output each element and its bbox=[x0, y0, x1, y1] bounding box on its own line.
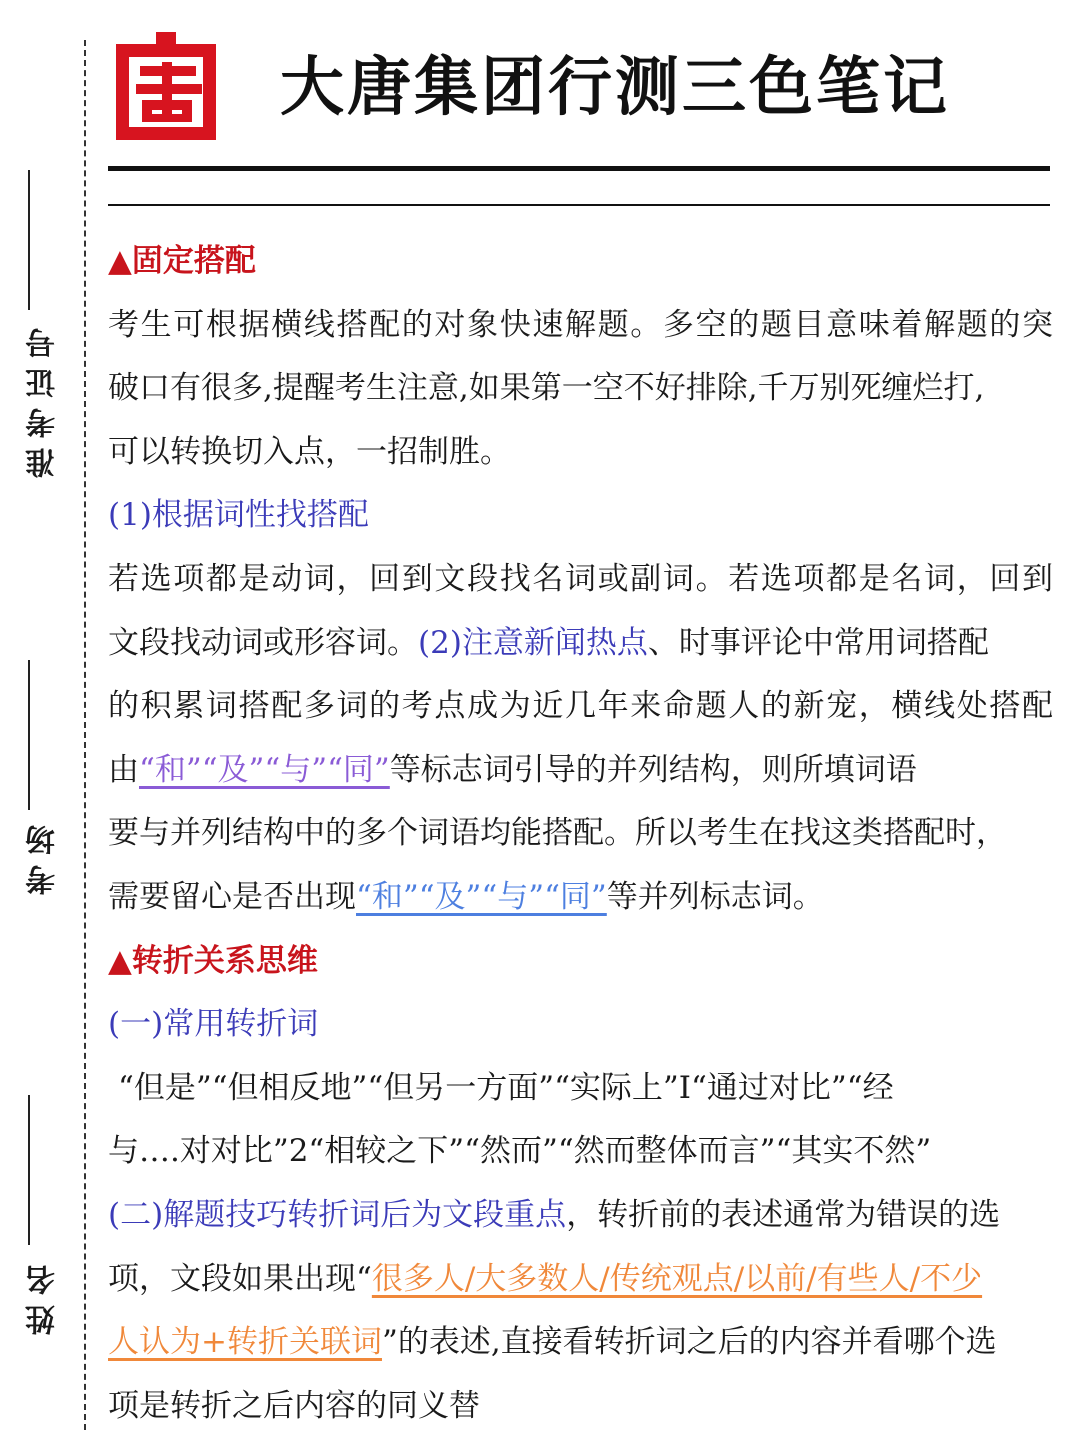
paragraph-line: 可以转换切入点，一招制胜。 bbox=[108, 433, 511, 470]
paragraph-line bbox=[108, 1311, 1053, 1375]
paragraph-line: 考生可根据横线搭配的对象快速解题。多空的题目意味着解题的突 bbox=[108, 306, 1053, 343]
highlight-trap-phrases: 人认为+转折关联词 bbox=[108, 1324, 382, 1361]
exam-id-field bbox=[26, 318, 62, 478]
text-run: ”的表述,直接看转折词之后的内容并看哪个选 bbox=[381, 1324, 997, 1361]
notes-content bbox=[108, 230, 1053, 1438]
binding-margin bbox=[0, 0, 95, 1443]
text-run: 、时事评论中常用词搭配 bbox=[647, 624, 989, 661]
paragraph-line bbox=[108, 1248, 1053, 1312]
paragraph-line bbox=[108, 1184, 1053, 1248]
text-run: 项，文段如果出现“ bbox=[108, 1260, 372, 1297]
header-thin-rule bbox=[108, 204, 1050, 206]
name-field bbox=[26, 1255, 62, 1335]
paragraph-line: 项是转折之后内容的同义替 bbox=[108, 1387, 480, 1424]
text-run: 由 bbox=[108, 751, 139, 788]
text-run: 等标志词引导的并列结构，则所填词语 bbox=[389, 751, 917, 788]
text-run: ，转折前的表述通常为错误的选 bbox=[566, 1196, 1001, 1233]
exam-room-label: 考场 bbox=[26, 815, 61, 895]
subheading-part-of-speech: (1)根据词性找搭配 bbox=[108, 497, 369, 534]
highlight-marker-words: “和”“及”“与”“同” bbox=[356, 878, 607, 915]
header-thick-rule bbox=[108, 166, 1050, 171]
exam-room-field bbox=[26, 815, 62, 895]
subheading-solving-tip: (二)解题技巧转折词后为文段重点 bbox=[108, 1196, 567, 1233]
paragraph-line: “但是”“但相反地”“但另一方面”“实际上”I“通过对比”“经 bbox=[118, 1069, 894, 1106]
text-run: 需要留心是否出现 bbox=[108, 878, 356, 915]
paragraph-line bbox=[108, 612, 1053, 676]
paragraph-line: 若选项都是动词，回到文段找名词或副词。若选项都是名词，回到 bbox=[108, 560, 1053, 597]
highlight-marker-words: “和”“及”“与”“同” bbox=[139, 751, 390, 788]
highlight-trap-phrases: 很多人/大多数人/传统观点/以前/有些人/不少 bbox=[371, 1260, 983, 1297]
paragraph-line: 破口有很多,提醒考生注意,如果第一空不好排除,千万别死缠烂打, bbox=[108, 370, 985, 407]
text-run: 等并列标志词。 bbox=[606, 878, 824, 915]
name-blank-line bbox=[28, 1095, 30, 1245]
name-label: 姓名 bbox=[26, 1255, 61, 1335]
paragraph-line bbox=[108, 739, 1053, 803]
exam-id-blank-line bbox=[28, 170, 30, 310]
exam-room-blank-line bbox=[28, 660, 30, 810]
paragraph-line: 要与并列结构中的多个词语均能搭配。所以考生在找这类搭配时， bbox=[108, 815, 1007, 852]
exam-id-label: 准考证号 bbox=[26, 318, 61, 478]
section-heading-fixed-collocation: ▲固定搭配 bbox=[108, 243, 256, 279]
subheading-news-hotspot: (2)注意新闻热点 bbox=[418, 624, 648, 661]
tang-seal-logo-icon bbox=[112, 32, 220, 140]
dashed-cut-line bbox=[84, 40, 86, 1430]
section-heading-turning-relation: ▲转折关系思维 bbox=[108, 942, 318, 979]
paragraph-line: 与….对对比”2“相较之下”“然而”“然而整体而言”“其实不然” bbox=[108, 1133, 932, 1170]
page-title: 大唐集团行测三色笔记 bbox=[280, 50, 950, 125]
paragraph-line bbox=[108, 866, 1053, 930]
text-run: 文段找动词或形容词。 bbox=[108, 624, 418, 661]
subheading-common-turning-words: (一)常用转折词 bbox=[108, 1006, 319, 1043]
paragraph-line: 的积累词搭配多词的考点成为近几年来命题人的新宠，横线处搭配 bbox=[108, 688, 1053, 725]
